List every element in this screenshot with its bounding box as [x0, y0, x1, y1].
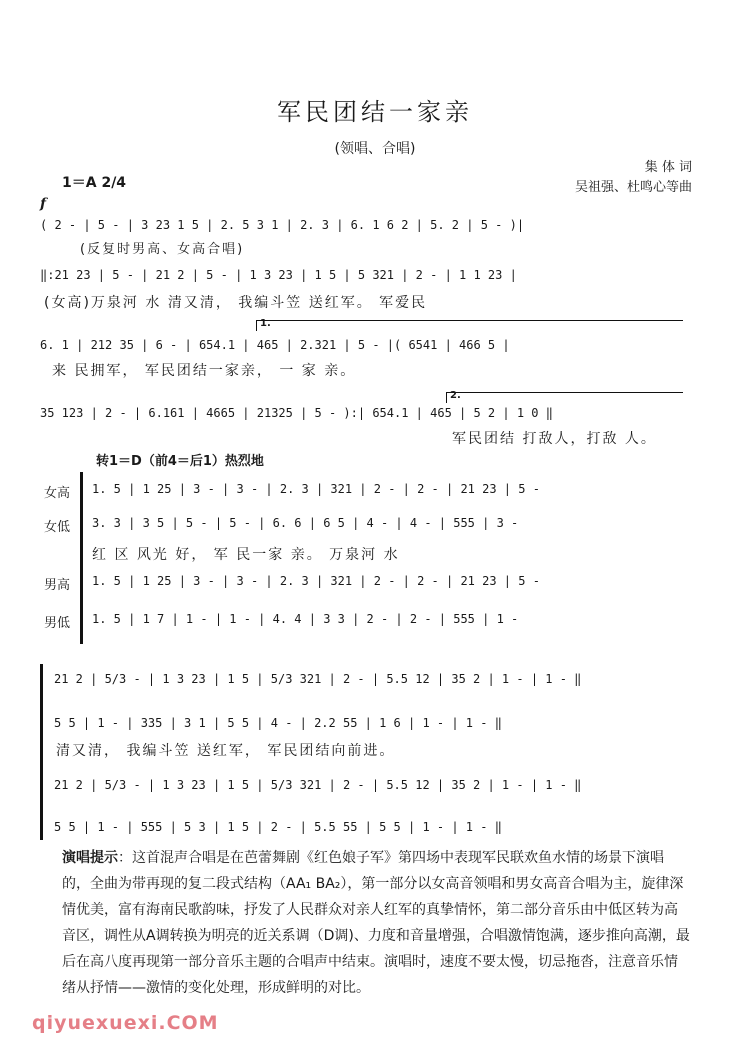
key-change-marking: 转1＝D（前4＝后1）热烈地 [96, 454, 264, 469]
verse-lyrics-row-1: (女高)万泉河 水 清又清， 我编斗笠 送红军。 军爱民 [44, 295, 428, 311]
intro-notes-row: ( 2 - | 5 - | 3 23 1 5 | 2. 5 3 1 | 2. 3 | 6. 1 6 2 | 5. 2 | 5 - )| [40, 218, 525, 232]
song-subtitle: (领唱、合唱) [334, 141, 416, 157]
part-label-bass: 男低 [44, 616, 71, 631]
verse-notes-row-2: 6. 1 | 212 35 | 6 - | 654.1 | 465 | 2.321 | 5 - |( 6541 | 466 5 | [40, 338, 510, 352]
dynamic-marking: f [40, 196, 47, 212]
tips-text: ：这首混声合唱是在芭蕾舞剧《红色娘子军》第四场中表现军民联欢鱼水情的场景下演唱的，全曲为带再现的复二段式结构（AA₁ BA₂），第一部分以女高音领唱和男女高音合唱为主，旋律深情优美，富有海南民歌韵味，抒发了人民群众对亲人红军的真挚情怀，第二部分音乐由中低区转为高音区，调性从A调转换为明亮的近关系调（D调)、力度和音量增强，合唱激情饱满，逐步推向高潮，最后在高八度再现第一部分音乐主题的合唱声中结束。演唱时，速度不要太慢，切忌拖沓，注意音乐情绪从抒情——激情的变化处理，形成鲜明的对比。 [62, 850, 690, 996]
sys2-tenor-notes: 21 2 | 5/3 - | 1 3 23 | 1 5 | 5/3 321 | 2 - | 5.5 12 | 35 2 | 1 - | 1 - ‖ [54, 778, 582, 792]
key-signature: 1＝A 2/4 [62, 175, 127, 191]
sys1-soprano-notes: 1. 5 | 1 25 | 3 - | 3 - | 2. 3 | 321 | 2 - | 2 - | 21 23 | 5 - [92, 482, 540, 496]
volta-2-label: 2. [450, 390, 461, 401]
performance-tips [62, 845, 690, 1001]
composer: 吴祖强、杜鸣心等曲 [574, 180, 692, 195]
credits [575, 158, 692, 198]
volta-bracket-1 [256, 320, 683, 331]
watermark: qiyuexuexi.COM [32, 1012, 219, 1034]
part-label-alto: 女低 [44, 520, 71, 535]
sys2-bass-notes: 5 5 | 1 - | 555 | 5 3 | 1 5 | 2 - | 5.5 55 | 5 5 | 1 - | 1 - ‖ [54, 820, 502, 834]
verse-lyrics-row-3: 军民团结 打敌人，打敌 人。 [452, 431, 657, 447]
system-1-brace [80, 472, 83, 644]
verse-lyrics-row-2: 来 民拥军， 军民团结一家亲， 一 家 亲。 [52, 363, 357, 379]
verse-notes-row-1: ‖:21 23 | 5 - | 21 2 | 5 - | 1 3 23 | 1 5 | 5 321 | 2 - | 1 1 23 | [40, 268, 517, 282]
song-title: 军民团结一家亲 [277, 98, 473, 126]
verse-notes-row-3: 35 123 | 2 - | 6.161 | 4665 | 21325 | 5 - ):| 654.1 | 465 | 5 2 | 1 0 ‖ [40, 406, 553, 420]
sys1-lyrics: 红 区 风光 好， 军 民一家 亲。 万泉河 水 [92, 547, 400, 563]
sys2-soprano-notes: 21 2 | 5/3 - | 1 3 23 | 1 5 | 5/3 321 | 2 - | 5.5 12 | 35 2 | 1 - | 1 - ‖ [54, 672, 582, 686]
volta-1-label: 1. [260, 318, 271, 329]
repeat-note: (反复时男高、女高合唱) [80, 242, 245, 257]
sys1-tenor-notes: 1. 5 | 1 25 | 3 - | 3 - | 2. 3 | 321 | 2 - | 2 - | 21 23 | 5 - [92, 574, 540, 588]
lyricist: 集 体 词 [644, 160, 692, 175]
part-label-tenor: 男高 [44, 578, 71, 593]
sys2-lyrics: 清又清， 我编斗笠 送红军， 军民团结向前进。 [56, 743, 396, 759]
part-label-soprano: 女高 [44, 486, 71, 501]
system-2-brace [40, 664, 43, 840]
tips-label: 演唱提示 [62, 850, 118, 866]
sys1-alto-notes: 3. 3 | 3 5 | 5 - | 5 - | 6. 6 | 6 5 | 4 - | 4 - | 555 | 3 - [92, 516, 519, 530]
sys1-bass-notes: 1. 5 | 1 7 | 1 - | 1 - | 4. 4 | 3 3 | 2 - | 2 - | 555 | 1 - [92, 612, 519, 626]
volta-bracket-2 [446, 392, 683, 403]
sys2-alto-notes: 5 5 | 1 - | 335 | 3 1 | 5 5 | 4 - | 2.2 55 | 1 6 | 1 - | 1 - ‖ [54, 716, 502, 730]
